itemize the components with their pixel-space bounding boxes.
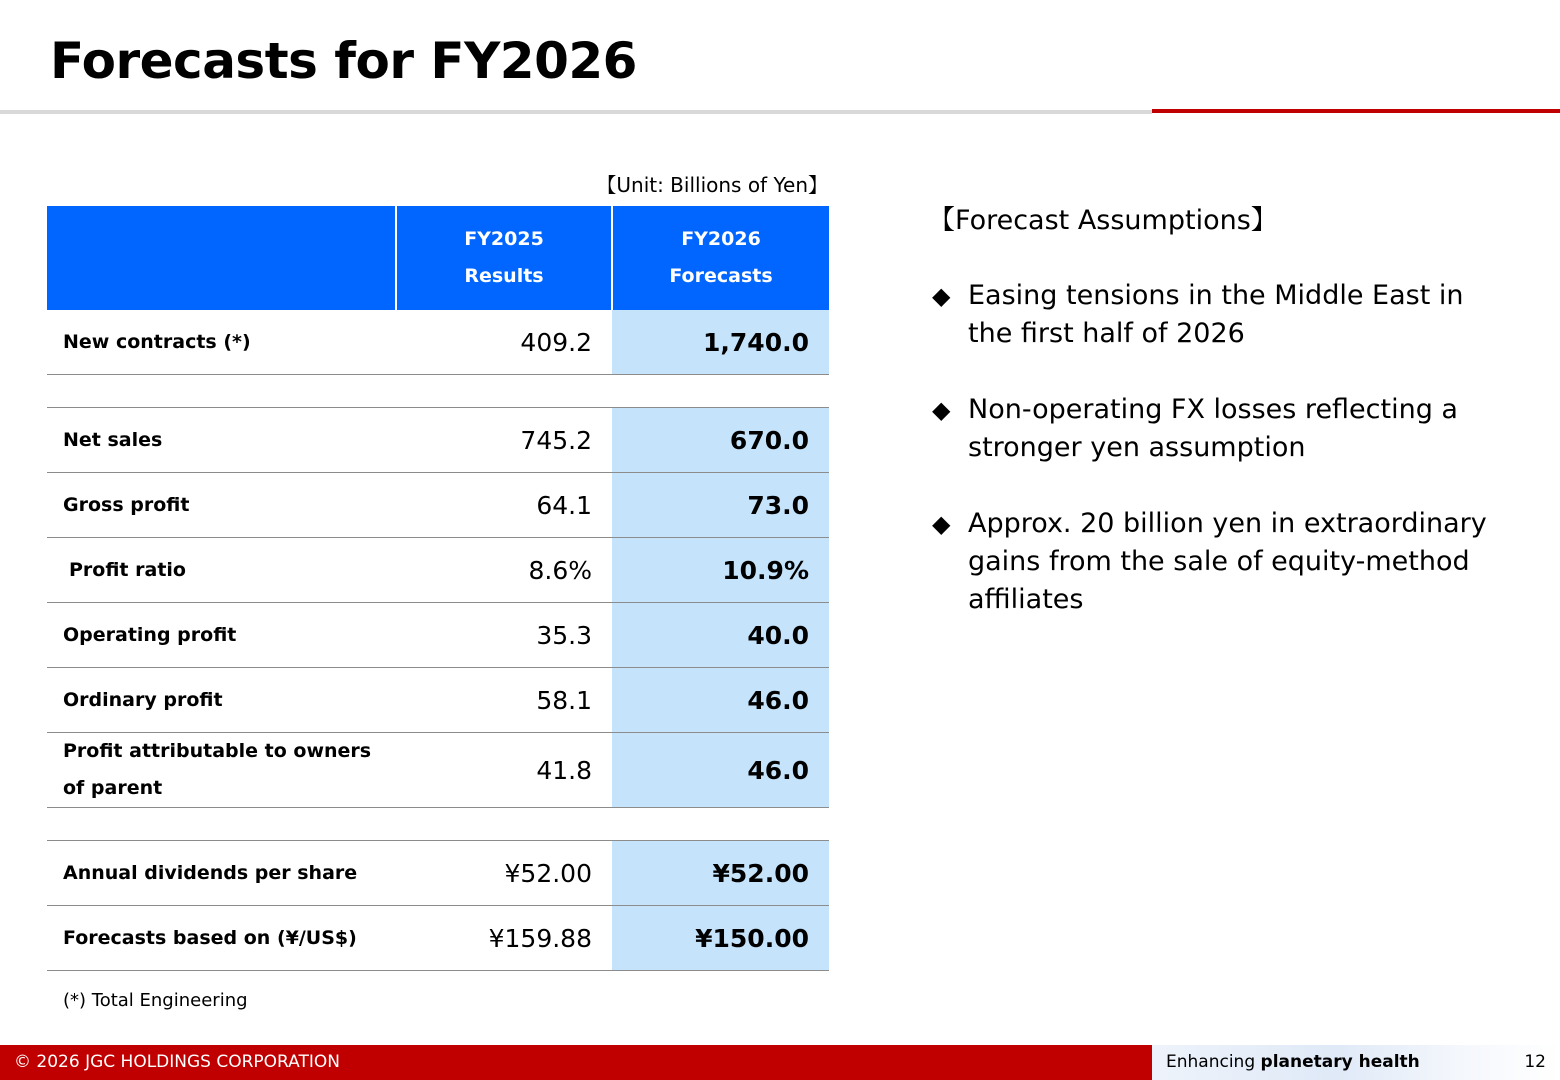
row-label: Forecasts based on (¥/US$) [47,906,396,971]
financial-forecast-table [47,206,829,971]
fy2026-value: 46.0 [612,668,829,733]
diamond-bullet-icon: ◆ [932,510,951,538]
copyright-text: © 2026 JGC HOLDINGS CORPORATION [14,1052,340,1072]
diamond-bullet-icon: ◆ [932,396,951,424]
table-row [47,408,829,473]
fy2026-value: 670.0 [612,408,829,473]
table-row [47,668,829,733]
brand-tagline: Enhancing planetary health [1166,1052,1420,1072]
fy2026-value: 46.0 [612,733,829,808]
fy2025-value: 58.1 [396,668,612,733]
table-row [47,906,829,971]
assumption-item [928,505,1508,619]
fy2026-value: ¥150.00 [612,906,829,971]
table-row [47,603,829,668]
assumption-text: Easing tensions in the Middle East in the first half of 2026 [968,280,1464,349]
title-divider [0,110,1152,114]
assumptions-heading: 【Forecast Assumptions】 [928,205,1278,236]
forecast-assumptions [928,202,1508,657]
footer [0,1045,1560,1080]
assumption-text: Non-operating FX losses reflecting a stronger yen assumption [968,394,1458,463]
fy2025-value: 745.2 [396,408,612,473]
row-label: Operating profit [47,603,396,668]
table-row [47,733,829,808]
page-title: Forecasts for FY2026 [50,32,637,90]
table-row [47,310,829,375]
title-accent-bar [1152,109,1560,113]
assumption-item [928,391,1508,467]
row-label: Annual dividends per share [47,841,396,906]
fy2025-value: 64.1 [396,473,612,538]
unit-note: 【Unit: Billions of Yen】 [596,173,828,197]
fy2026-value: 1,740.0 [612,310,829,375]
fy2025-value: 35.3 [396,603,612,668]
fy2026-value: ¥52.00 [612,841,829,906]
fy2025-value: 409.2 [396,310,612,375]
row-label: Gross profit [47,473,396,538]
fy2025-value: ¥159.88 [396,906,612,971]
page-number: 12 [1524,1052,1546,1072]
header-blank [47,206,396,310]
fy2026-value: 10.9% [612,538,829,603]
table-spacer-row [47,375,829,408]
row-label: Ordinary profit [47,668,396,733]
table-row [47,841,829,906]
assumption-item [928,277,1508,353]
table-row [47,538,829,603]
assumption-text: Approx. 20 billion yen in extraordinary gains from the sale of equity-method affiliates [968,508,1487,615]
fy2025-value: 8.6% [396,538,612,603]
header-fy2025: FY2025 Results [396,206,612,310]
footer-brand-area [1152,1045,1560,1080]
fy2025-value: 41.8 [396,733,612,808]
row-label: Profit ratio [47,538,396,603]
table-header-row [47,206,829,310]
row-label: Net sales [47,408,396,473]
row-label: New contracts (*) [47,310,396,375]
row-label: Profit attributable to owners of parent [47,733,396,808]
table-footnote: (*) Total Engineering [63,990,248,1011]
fy2026-value: 73.0 [612,473,829,538]
fy2025-value: ¥52.00 [396,841,612,906]
footer-copyright-bar [0,1045,1152,1080]
diamond-bullet-icon: ◆ [932,282,951,310]
fy2026-value: 40.0 [612,603,829,668]
header-fy2026: FY2026 Forecasts [612,206,829,310]
table-spacer-row [47,808,829,841]
table-row [47,473,829,538]
